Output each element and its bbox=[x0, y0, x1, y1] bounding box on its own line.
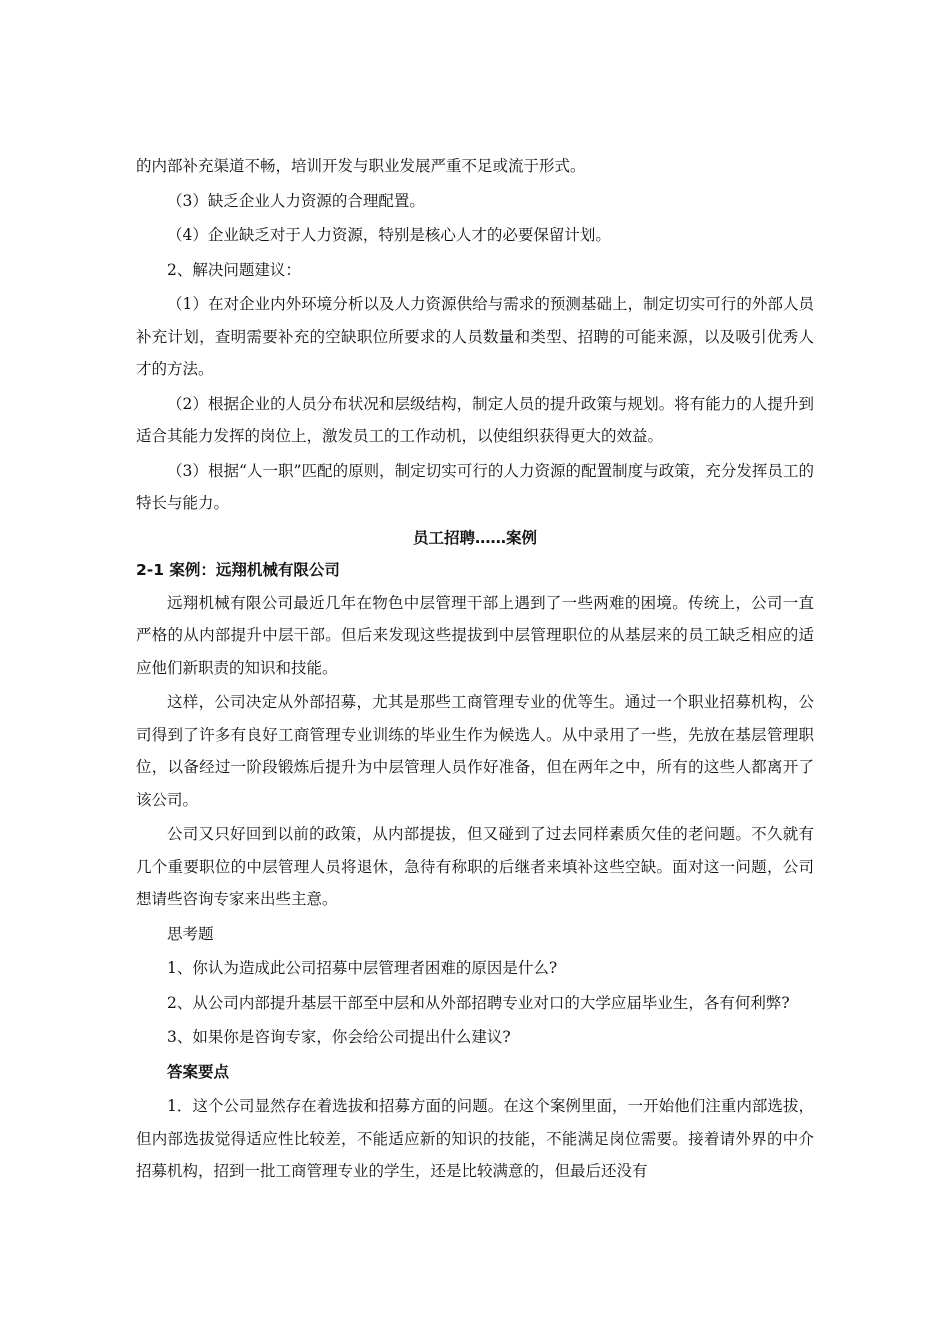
case-paragraph: 远翔机械有限公司最近几年在物色中层管理干部上遇到了一些两难的困境。传统上，公司一直严格的从内部提升中层干部。但后来发现这些提拔到中层管理职位的从基层来的员工缺乏相应的适应他们新职责的知识和技能。 bbox=[136, 593, 814, 677]
question-item: 1、你认为造成此公司招募中层管理者困难的原因是什么? bbox=[167, 959, 558, 977]
suggestions-heading: 2、解决问题建议： bbox=[167, 260, 301, 279]
case-heading: 2-1 案例：远翔机械有限公司 bbox=[136, 561, 340, 579]
problem-item: （3）缺乏企业人力资源的合理配置。 bbox=[167, 191, 425, 210]
answer-item: 1．这个公司显然存在着选拔和招募方面的问题。在这个案例里面，一开始他们注重内部选拔，但内部选拔觉得适应性比较差，不能适应新的知识的技能，不能满足岗位需要。接着请外界的中介招募机构，招到一批工商管理专业的学生，还是比较满意的，但最后还没有 bbox=[136, 1097, 814, 1180]
problem-item: （4）企业缺乏对于人力资源，特别是核心人才的必要保留计划。 bbox=[167, 226, 611, 244]
question-item: 2、从公司内部提升基层干部至中层和从外部招聘专业对口的大学应届毕业生，各有何利弊? bbox=[167, 993, 790, 1012]
question-item: 3、如果你是咨询专家，你会给公司提出什么建议? bbox=[167, 1028, 511, 1046]
case-paragraph: 这样，公司决定从外部招募，尤其是那些工商管理专业的优等生。通过一个职业招募机构，公司得到了许多有良好工商管理专业训练的毕业生作为候选人。从中录用了一些，先放在基层管理职位，以备经过一阶段锻炼后提升为中层管理人员作好准备，但在两年之中，所有的这些人都离开了该公司。 bbox=[136, 693, 814, 809]
section-title: 员工招聘……案例 bbox=[412, 528, 537, 547]
case-paragraph: 公司又只好回到以前的政策，从内部提拔，但又碰到了过去同样素质欠佳的老问题。不久就有几个重要职位的中层管理人员将退休，急待有称职的后继者来填补这些空缺。面对这一问题，公司想请些咨询专家来出些主意。 bbox=[136, 825, 814, 908]
suggestion-item: （1）在对企业内外环境分析以及人力资源供给与需求的预测基础上，制定切实可行的外部人员补充计划，查明需要补充的空缺职位所要求的人员数量和类型、招聘的可能来源，以及吸引优秀人才的方法。 bbox=[136, 295, 814, 378]
answers-heading: 答案要点 bbox=[167, 1062, 230, 1081]
questions-heading: 思考题 bbox=[167, 924, 214, 943]
document-page bbox=[136, 150, 814, 1188]
intro-fragment: 的内部补充渠道不畅，培训开发与职业发展严重不足或流于形式。 bbox=[136, 157, 586, 175]
suggestion-item: （3）根据“人一职”匹配的原则，制定切实可行的人力资源的配置制度与政策，充分发挥员工的特长与能力。 bbox=[136, 461, 814, 512]
suggestion-item: （2）根据企业的人员分布状况和层级结构，制定人员的提升政策与规划。将有能力的人提升到适合其能力发挥的岗位上，激发员工的工作动机，以使组织获得更大的效益。 bbox=[136, 394, 814, 445]
